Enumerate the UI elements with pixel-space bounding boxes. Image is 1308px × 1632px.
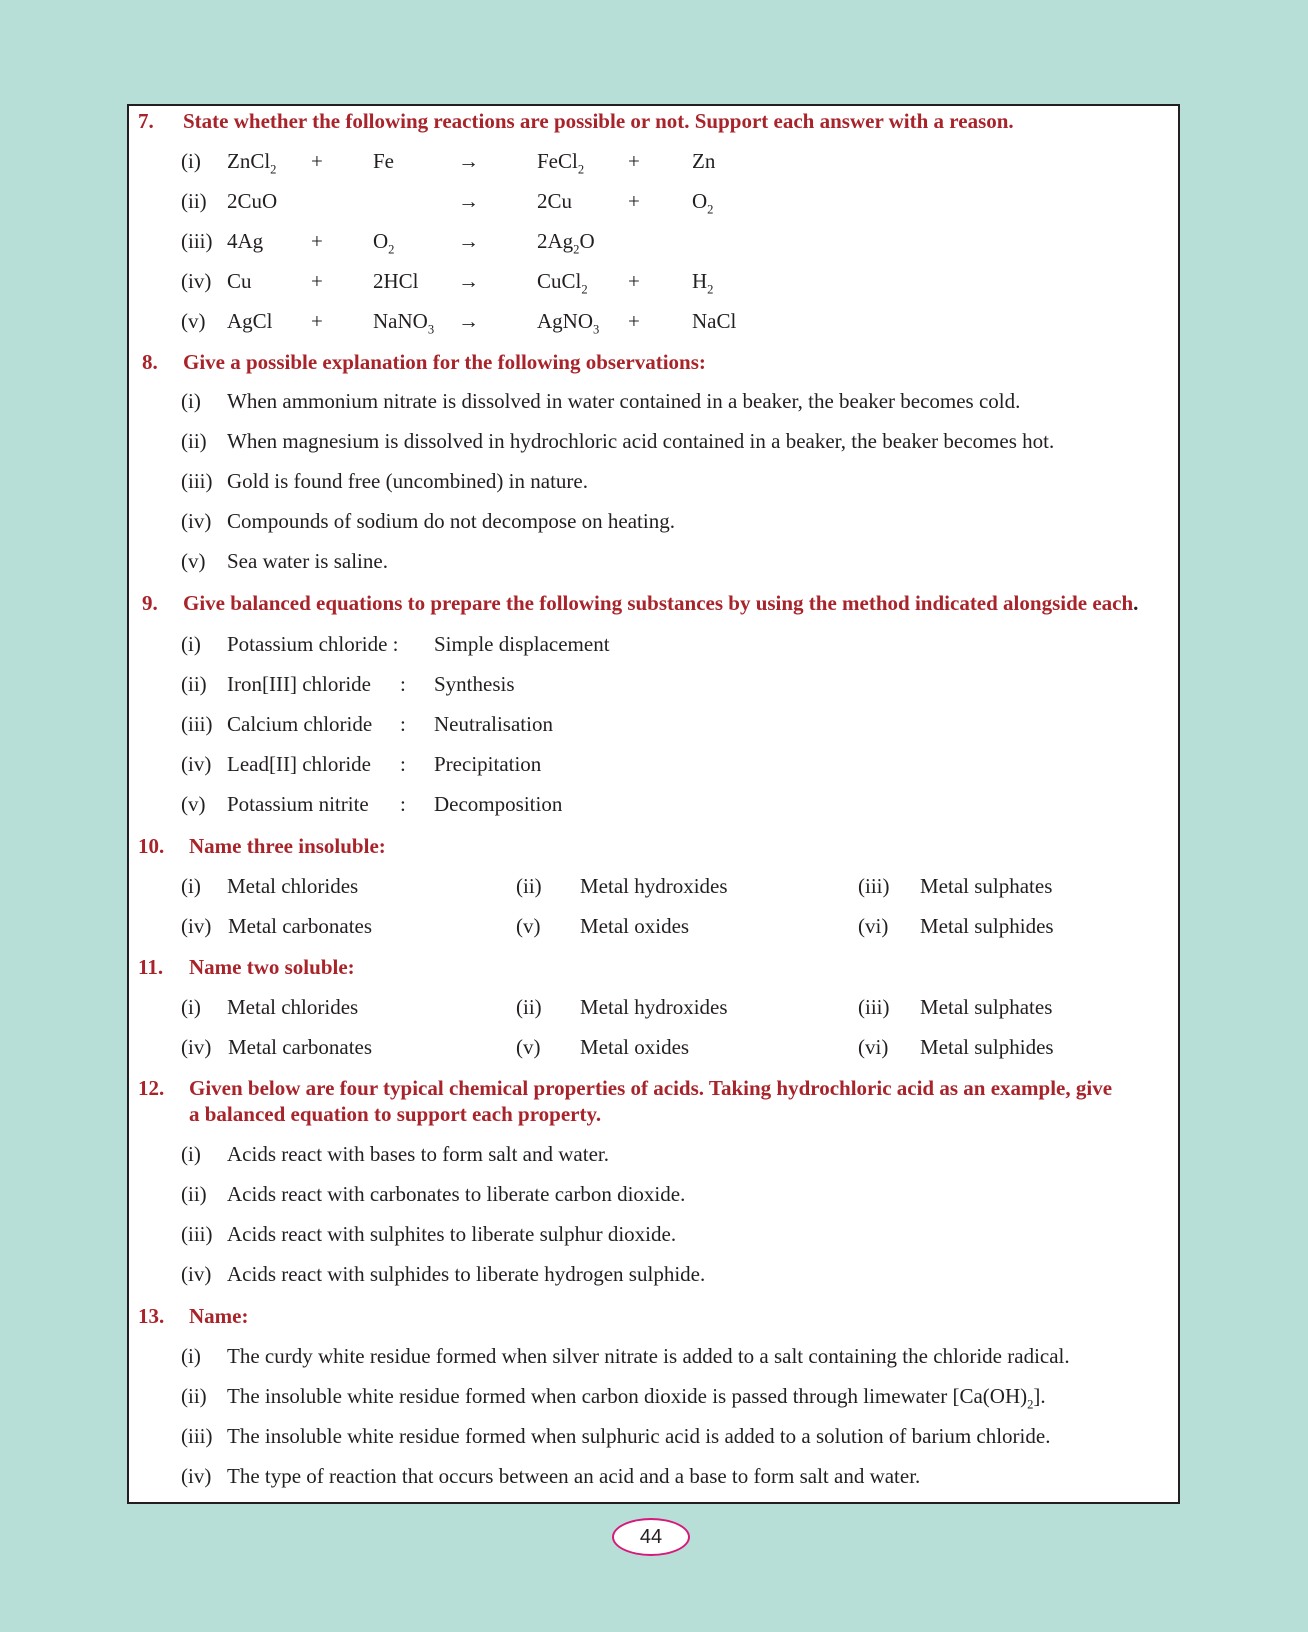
plus-sign: +	[628, 149, 640, 173]
reactant-1	[227, 149, 277, 177]
plus-sign: +	[628, 309, 640, 333]
substance-name: Lead[II] chloride	[227, 752, 371, 776]
formula-main: 4Ag	[227, 229, 264, 253]
item-text: The type of reaction that occurs between an acid and a base to form salt and water.	[227, 1464, 921, 1488]
reactant-1	[227, 191, 277, 212]
substance-name: Potassium chloride :	[227, 632, 399, 656]
plus-sign: +	[311, 309, 323, 333]
item-text: Compounds of sodium do not decompose on heating.	[227, 509, 675, 533]
item-text: The insoluble white residue formed when sulphuric acid is added to a solution of barium chloride.	[227, 1424, 1051, 1448]
item-text: Sea water is saline.	[227, 549, 388, 573]
item-number: (iii)	[181, 469, 213, 493]
question-prompt: Name:	[189, 1304, 249, 1328]
item-number: (iv)	[181, 1262, 212, 1286]
item-text: Acids react with bases to form salt and water.	[227, 1142, 609, 1166]
item-number: (ii)	[181, 429, 207, 453]
item-number: (v)	[516, 914, 541, 938]
question-number: 10.	[138, 834, 165, 858]
method-name: Synthesis	[434, 672, 515, 696]
reactant-2	[373, 271, 419, 292]
item-text: Metal sulphides	[920, 914, 1054, 938]
formula-main: 2Cu	[537, 189, 573, 213]
reactant-1	[227, 271, 252, 292]
arrow-sign: →	[458, 309, 479, 333]
arrow-sign: →	[458, 269, 479, 293]
item-text: Metal chlorides	[227, 995, 359, 1019]
reactant-1	[227, 311, 273, 332]
item-number: (ii)	[516, 995, 542, 1019]
item-number: (iv)	[181, 1035, 212, 1059]
question-prompt: Give balanced equations to prepare the following substances by using the method indicated alongside each.	[183, 591, 1139, 615]
item-text: The curdy white residue formed when silver nitrate is added to a salt containing the chloride radical.	[227, 1344, 1070, 1368]
item-text: The insoluble white residue formed when carbon dioxide is passed through limewater $[Ca(OH)_2]$.	[227, 1384, 1046, 1412]
page-number: 44	[612, 1518, 690, 1556]
formula-subscript: 2	[388, 242, 395, 257]
formula-main: FeCl	[537, 149, 578, 173]
formula-main: H	[692, 269, 708, 293]
item-text: Metal chlorides	[227, 874, 359, 898]
reactant-2	[373, 309, 435, 337]
product-1	[537, 149, 585, 177]
colon-separator: :	[400, 752, 406, 776]
formula-subscript: 2	[573, 242, 580, 257]
plus-sign: +	[311, 229, 323, 253]
question-prompt: Name three insoluble:	[189, 834, 386, 858]
formula-tail: O	[579, 229, 595, 253]
formula-main: 2HCl	[373, 269, 419, 293]
item-number: (v)	[181, 549, 206, 573]
item-number: (iv)	[181, 509, 212, 533]
product-1	[537, 191, 572, 212]
reactant-2	[373, 229, 395, 257]
arrow-sign: →	[458, 149, 479, 173]
formula-tail: ].	[1033, 1384, 1046, 1408]
arrow-sign: →	[458, 229, 479, 253]
item-number: (i)	[181, 995, 201, 1019]
product-1	[537, 269, 588, 297]
formula-main: AgNO	[537, 309, 593, 333]
item-number: (ii)	[181, 1182, 207, 1206]
formula-main: AgCl	[227, 309, 273, 333]
question-prompt: State whether the following reactions are possible or not. Support each answer with a reason.	[183, 109, 1014, 133]
colon-separator: :	[400, 672, 406, 696]
formula-subscript: 2	[581, 282, 588, 297]
item-text: Acids react with carbonates to liberate carbon dioxide.	[227, 1182, 686, 1206]
item-number: (iii)	[181, 712, 213, 736]
question-number: 11.	[138, 955, 164, 979]
plus-sign: +	[311, 269, 323, 293]
item-number: (v)	[181, 792, 206, 816]
plus-sign: +	[628, 189, 640, 213]
question-number: 13.	[138, 1304, 165, 1328]
item-text: Metal carbonates	[228, 1035, 373, 1059]
method-name: Decomposition	[434, 792, 563, 816]
item-text: Metal carbonates	[228, 914, 373, 938]
reaction-number: (i)	[181, 149, 201, 173]
reaction-number: (v)	[181, 309, 206, 333]
item-text: Metal hydroxides	[580, 995, 728, 1019]
formula-main: ZnCl	[227, 149, 271, 173]
substance-name: Iron[III] chloride	[227, 672, 372, 696]
question-prompt: Give a possible explanation for the following observations:	[183, 350, 706, 374]
item-number: (ii)	[516, 874, 542, 898]
item-number: (i)	[181, 632, 201, 656]
question-prompt-continued: a balanced equation to support each property.	[189, 1102, 602, 1126]
formula-subscript: 3	[427, 322, 435, 337]
method-name: Simple displacement	[434, 632, 610, 656]
substance-name: Potassium nitrite	[227, 792, 369, 816]
formula-main: O	[373, 229, 389, 253]
product-2	[692, 311, 736, 332]
formula-main: CuCl	[537, 269, 582, 293]
item-text: Gold is found free (uncombined) in nature.	[227, 469, 588, 493]
formula-main: Fe	[373, 149, 394, 173]
reaction-number: (iii)	[181, 229, 213, 253]
product-1	[537, 229, 595, 257]
item-text: Metal hydroxides	[580, 874, 728, 898]
item-number: (vi)	[858, 914, 889, 938]
item-number: (iii)	[181, 1424, 213, 1448]
item-text: Acids react with sulphides to liberate hydrogen sulphide.	[227, 1262, 706, 1286]
formula-main: O	[692, 189, 708, 213]
product-2	[692, 151, 715, 172]
item-number: (i)	[181, 1142, 201, 1166]
item-number: (iv)	[181, 1464, 212, 1488]
item-text: Acids react with sulphites to liberate sulphur dioxide.	[227, 1222, 677, 1246]
item-number: (iv)	[181, 914, 212, 938]
item-number: (iv)	[181, 752, 212, 776]
item-number: (vi)	[858, 1035, 889, 1059]
formula-subscript: 2	[707, 202, 714, 217]
item-number: (iii)	[858, 995, 890, 1019]
question-number: 9.	[142, 591, 158, 615]
item-number: (iii)	[181, 1222, 213, 1246]
item-text: Metal sulphates	[920, 874, 1053, 898]
item-text: Metal oxides	[580, 914, 690, 938]
item-number: (iii)	[858, 874, 890, 898]
item-number: (v)	[516, 1035, 541, 1059]
formula-subscript: 2	[1027, 1397, 1034, 1412]
formula-subscript: 3	[593, 322, 600, 337]
formula-main: 2CuO	[227, 189, 278, 213]
question-prompt: Given below are four typical chemical properties of acids. Taking hydrochloric acid as an example, give	[189, 1076, 1113, 1100]
formula-subscript: 2	[270, 162, 277, 177]
formula-subscript: 2	[577, 162, 585, 177]
item-number: (i)	[181, 874, 201, 898]
formula-main: Cu	[227, 269, 252, 293]
item-number: (i)	[181, 1344, 201, 1368]
reactant-2	[373, 151, 394, 172]
item-text: Metal sulphides	[920, 1035, 1054, 1059]
reactant-1	[227, 231, 263, 252]
formula-subscript: 2	[707, 282, 714, 297]
formula-main: 2Ag	[537, 229, 574, 253]
plus-sign: +	[311, 149, 323, 173]
question-prompt: Name two soluble:	[189, 955, 355, 979]
question-number: 7.	[138, 109, 154, 133]
method-name: Neutralisation	[434, 712, 553, 736]
formula-main: NaCl	[692, 309, 737, 333]
method-name: Precipitation	[434, 752, 542, 776]
prompt-period: .	[1133, 591, 1139, 615]
item-number: (i)	[181, 389, 201, 413]
colon-separator: :	[400, 712, 406, 736]
plus-sign: +	[628, 269, 640, 293]
arrow-sign: →	[458, 189, 479, 213]
product-1	[537, 309, 600, 337]
formula-main: Zn	[692, 149, 716, 173]
formula-main: NaNO	[373, 309, 428, 333]
item-number: (ii)	[181, 672, 207, 696]
reaction-number: (ii)	[181, 189, 207, 213]
substance-name: Calcium chloride	[227, 712, 373, 736]
question-number: 12.	[138, 1076, 165, 1100]
product-2	[692, 189, 714, 217]
reaction-number: (iv)	[181, 269, 212, 293]
item-number: (ii)	[181, 1384, 207, 1408]
item-text: Metal oxides	[580, 1035, 690, 1059]
colon-separator: :	[400, 792, 406, 816]
question-number: 8.	[142, 350, 158, 374]
product-2	[692, 269, 714, 297]
item-text: Metal sulphates	[920, 995, 1053, 1019]
item-text: When ammonium nitrate is dissolved in water contained in a beaker, the beaker becomes cold.	[227, 389, 1021, 413]
item-text: When magnesium is dissolved in hydrochloric acid contained in a beaker, the beaker becomes hot.	[227, 429, 1055, 453]
